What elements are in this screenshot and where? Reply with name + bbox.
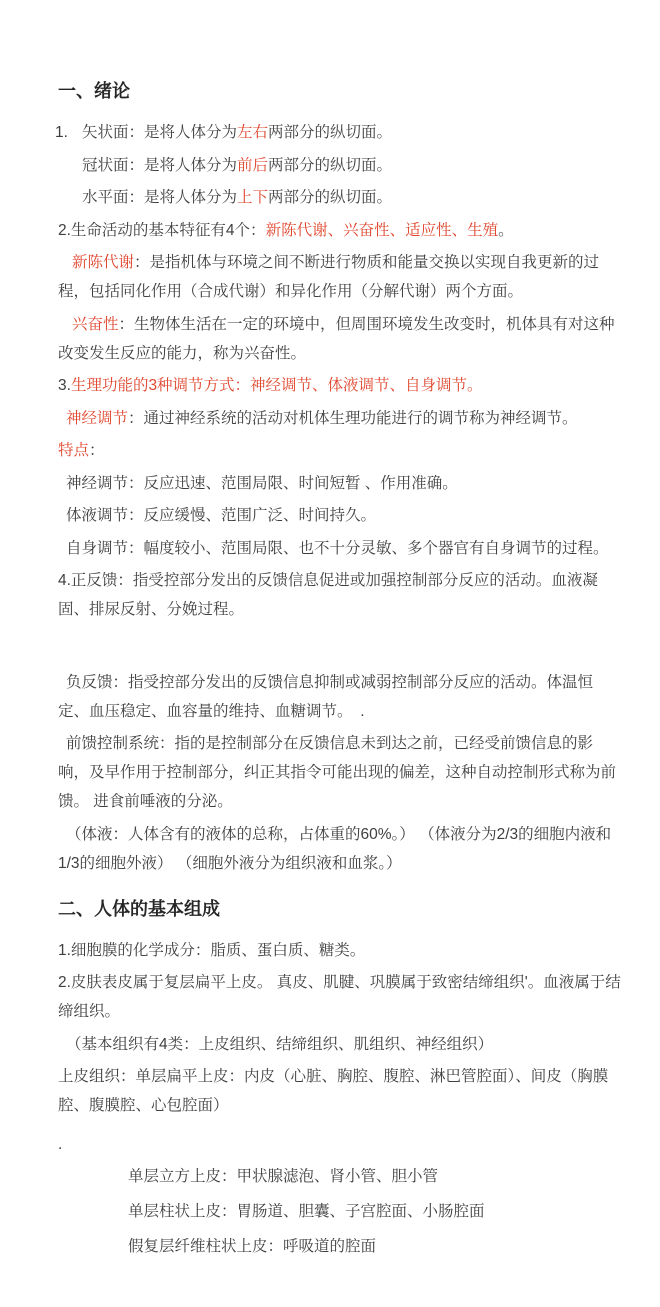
text-segment: ：是指机体与环境之间不断进行物质和能量交换以实现自我更新的过程，包括同化作用（合成代谢）和异化作用（分解代谢）两个方面。	[58, 254, 600, 300]
paragraph	[58, 1197, 622, 1226]
text-segment: 水平面：是将人体分为	[82, 189, 238, 206]
highlight-text: 新陈代谢	[72, 254, 135, 271]
highlight-text: 前后	[237, 156, 269, 174]
text-segment: .	[58, 1135, 63, 1153]
highlight-text: 上下	[237, 189, 269, 206]
paragraph	[58, 1062, 622, 1120]
highlight-text: 新陈代谢、兴奋性、适应性、生殖	[265, 221, 499, 239]
paragraph	[58, 1130, 622, 1159]
paragraph	[58, 668, 622, 726]
text-segment: 。	[498, 221, 514, 239]
text-segment: 体液调节：反应缓慢、范围广泛、时间持久。	[66, 507, 377, 524]
paragraph	[58, 404, 622, 433]
list-marker: 1.	[55, 124, 68, 141]
spacer	[58, 628, 622, 668]
text-segment: ：	[89, 442, 105, 459]
paragraph	[58, 1232, 622, 1261]
text-segment: 3.	[58, 377, 71, 394]
text-segment: 2.皮肤表皮属于复层扁平上皮。 真皮、肌腱、巩膜属于致密结缔组织'。血液属于结缔组织。	[58, 974, 621, 1020]
highlight-text: 神经调节	[66, 409, 129, 427]
paragraph	[58, 1030, 622, 1059]
highlight-text: 生理功能的3种调节方式：神经调节、体液调节、自身调节。	[70, 377, 483, 394]
paragraph	[58, 310, 622, 368]
text-segment: 两部分的纵切面。	[268, 124, 393, 141]
text-segment: 神经调节：反应迅速、范围局限、时间短暂 、作用准确。	[66, 474, 458, 492]
text-segment: 2.生命活动的基本特征有4个：	[58, 221, 266, 239]
paragraph	[58, 1162, 622, 1191]
paragraph	[58, 436, 622, 465]
paragraph	[58, 501, 622, 530]
text-segment: 前馈控制系统：指的是控制部分在反馈信息未到达之前，已经受前馈信息的影响，及早作用于控制部分，纠正其指令可能出现的偏差，这种自动控制形式称为前馈。 进食前唾液的分泌。	[58, 735, 617, 810]
text-segment: 单层柱状上皮：胃肠道、胆囊、子宫腔面、小肠腔面	[128, 1203, 485, 1220]
paragraph	[58, 566, 622, 624]
paragraph	[58, 248, 622, 306]
text-segment: ：通过神经系统的活动对机体生理功能进行的调节称为神经调节。	[128, 409, 578, 427]
paragraph	[58, 151, 622, 180]
paragraph	[58, 968, 622, 1026]
text-segment: ：生物体生活在一定的环境中，但周围环境发生改变时，机体具有对这种改变发生反应的能力，称为兴奋性。	[58, 315, 615, 362]
paragraph	[58, 216, 622, 245]
section-heading: 一、绪论	[58, 81, 130, 101]
highlight-text: 左右	[237, 124, 269, 141]
text-segment: 负反馈：指受控部分发出的反馈信息抑制或减弱控制部分反应的活动。体温恒定、血压稳定、血容量的维持、血糖调节。 .	[58, 673, 594, 720]
document-content	[55, 78, 622, 1261]
text-segment: 两部分的纵切面。	[268, 156, 393, 174]
text-segment: 1.细胞膜的化学成分：脂质、蛋白质、糖类。	[58, 941, 366, 959]
paragraph	[58, 183, 622, 212]
paragraph	[58, 534, 622, 563]
text-segment: 4.正反馈：指受控部分发出的反馈信息促进或加强控制部分反应的活动。血液凝固、排尿反射、分娩过程。	[58, 572, 598, 618]
text-segment: 自身调节：幅度较小、范围局限、也不十分灵敏、多个器官有自身调节的过程。	[66, 539, 609, 557]
paragraph	[55, 118, 622, 147]
text-segment: （基本组织有4类：上皮组织、结缔组织、肌组织、神经组织）	[66, 1035, 494, 1053]
text-segment: 上皮组织：单层扁平上皮：内皮（心脏、胸腔、腹腔、淋巴管腔面）、间皮（胸膜腔、腹膜腔、心包腔面）	[58, 1068, 609, 1114]
paragraph	[58, 371, 622, 400]
text-segment: （体液：人体含有的液体的总称，占体重的60%。） （体液分为2/3的细胞内液和1/3的细胞外液） （细胞外液分为组织液和血浆。）	[58, 825, 612, 872]
highlight-text: 特点	[58, 442, 90, 459]
text-segment: 冠状面：是将人体分为	[82, 156, 238, 174]
text-segment: 矢状面：是将人体分为	[82, 124, 238, 141]
paragraph	[58, 820, 622, 878]
text-segment: 假复层纤维柱状上皮：呼吸道的腔面	[128, 1238, 377, 1255]
highlight-text: 兴奋性	[72, 315, 119, 333]
paragraph	[58, 729, 622, 816]
text-segment: 单层立方上皮：甲状腺滤泡、肾小管、胆小管	[128, 1168, 439, 1185]
section-heading: 二、人体的基本组成	[58, 898, 220, 919]
paragraph	[58, 469, 622, 498]
paragraph	[58, 936, 622, 965]
text-segment: 两部分的纵切面。	[268, 189, 393, 206]
